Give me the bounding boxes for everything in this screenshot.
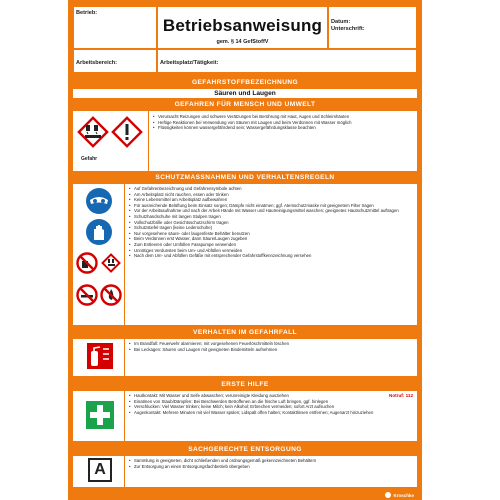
- section-heading-substance: GEFAHRSTOFFBEZEICHNUNG: [73, 78, 417, 88]
- protection-icons: [73, 184, 125, 325]
- first-aid-text: [129, 393, 383, 415]
- section-heading-disposal: SACHGERECHTE ENTSORGUNG: [73, 445, 417, 455]
- first-aid-icons: [73, 391, 125, 441]
- disposal-text: [129, 458, 413, 469]
- list-item: • Für ausreichende Belüftung beim Einsatz sorgen; Dämpfe nicht einatmen; ggf. Atemschutzmaske mit geeignetem Filter tragen: [129, 203, 413, 209]
- hazard-icons: [73, 111, 149, 171]
- list-item: • Zur Entsorgung an einen Entsorgungsfachbetrieb übergeben: [129, 464, 413, 470]
- list-item: • Keine Lebensmittel am Arbeitsplatz aufbewahren: [129, 197, 413, 203]
- first-aid-cross-icon: [86, 401, 114, 429]
- section-heading-protection: SCHUTZMASSNAHMEN UND VERHALTENSREGELN: [73, 173, 417, 183]
- hazards-section: [73, 111, 417, 171]
- list-item: • Am Arbeitsplatz nicht rauchen, essen oder trinken: [129, 192, 413, 198]
- emergency-section: [73, 339, 417, 376]
- betrieb-cell: [73, 6, 157, 49]
- corrosive-pictogram-icon: [76, 115, 110, 149]
- list-item: • Bei Leckagen: Säuren und Laugen mit geeigneten Bindemitteln aufnehmen: [129, 347, 413, 353]
- hazards-text: [153, 114, 413, 131]
- exclamation-pictogram-icon: [110, 115, 144, 149]
- page-title: Betriebsanweisung: [162, 16, 323, 35]
- brand-name: Kroschke: [393, 492, 414, 498]
- protection-section: [73, 184, 417, 325]
- list-item: • Flüssigkeiten können wassergefährdend sein; Wassergefährdungsklasse beachten: [153, 125, 413, 131]
- substance-name: Säuren und Laugen: [73, 89, 417, 98]
- corrosive-small-icon: [100, 252, 122, 274]
- disposal-section: [73, 456, 417, 487]
- signal-word: Gefahr: [81, 156, 98, 162]
- arbeitsplatz-cell: [157, 49, 417, 73]
- emergency-number: Notruf: 112: [389, 393, 413, 398]
- list-item: • Heftige Reaktionen bei Verwendung von Säuren mit Laugen und beim Verdünnen mit Wasser möglich: [153, 120, 413, 126]
- list-item: • Schutzhandschuhe mit langen Stulpen tragen: [129, 214, 413, 220]
- betrieb-label: Betrieb:: [76, 10, 98, 16]
- protection-text: [129, 186, 413, 259]
- list-item: • Augenkontakt: Mehrere Minuten mit viel Wasser spülen; Lidspalt offen halten; Kontaktlinsen entfernen; Augenarzt hinzuziehen: [129, 410, 383, 416]
- eye-protection-icon: [85, 187, 113, 215]
- list-item: • Auf Gefahrenbezeichnung und Gefahrensymbole achten: [129, 186, 413, 192]
- hand-protection-icon: [85, 218, 113, 246]
- title-cell: [157, 6, 328, 49]
- list-item: • Nach dem Um- und Abfüllen Gefäße mit entsprechender Gefahrstoffkennzeichnung versehen: [129, 253, 413, 259]
- list-item: • Verschlucken: Viel Wasser trinken; keine Milch; kein Alkohol; Erbrechen vermeiden; sofort Arzt aufsuchen: [129, 404, 383, 410]
- arbeitsbereich-cell: [73, 49, 157, 73]
- emergency-icons: [73, 339, 125, 376]
- list-item: • Beim Verdünnen erst Wasser, dann Säure/Laugen zugeben: [129, 236, 413, 242]
- first-aid-section: [73, 391, 417, 441]
- list-item: • Verursacht Reizungen und schwere Verätzungen bei Berührung mit Haut, Augen und Schleimhäuten: [153, 114, 413, 120]
- section-heading-hazards: GEFAHREN FÜR MENSCH UND UMWELT: [73, 100, 417, 110]
- list-item: • Vor der Arbeitsaufnahme und nach der Arbeit Hände mit Wasser und Hautreinigungsmittel waschen; geeignetes Hautschutzmittel auftragen: [129, 208, 413, 214]
- fire-extinguisher-icon: [87, 343, 113, 369]
- list-item: • Zum Entleeren oder Umfüllen Fasspumpe verwenden: [129, 242, 413, 248]
- list-item: • Vollschutzbrille oder Gesichtsschutzschirm tragen: [129, 220, 413, 226]
- arbeitsplatz-label: Arbeitsplatz/Tätigkeit:: [160, 60, 219, 66]
- header-block: [73, 6, 417, 73]
- disposal-icons: [73, 456, 125, 487]
- no-smoking-icon: [76, 284, 98, 306]
- list-item: • Schutzstiefel tragen (keine Lederschuhe): [129, 225, 413, 231]
- brand-logo: [385, 492, 414, 498]
- list-item: • Unnötiges Verdunsten beim Um- und Abfüllen vermeiden: [129, 248, 413, 254]
- emergency-text: [129, 341, 413, 352]
- list-item: • Im Brandfall: Feuerwehr alarmieren; mit vorgesehenen Feuerlöschmitteln löschen: [129, 341, 413, 347]
- waste-sign-icon: A: [88, 458, 112, 482]
- section-heading-emergency: VERHALTEN IM GEFAHRFALL: [73, 328, 417, 338]
- brand-mark-icon: [385, 492, 391, 498]
- no-open-flame-icon: [100, 284, 122, 306]
- no-eating-icon: [76, 252, 98, 274]
- list-item: • Hautkontakt: Mit Wasser und Seife abwaschen; verunreinigte Kleidung ausziehen: [129, 393, 383, 399]
- unterschrift-label: Unterschrift:: [331, 26, 365, 32]
- operating-instructions-sheet: [68, 0, 422, 500]
- list-item: • Nur vorgesehene säure- oder laugenfeste Behälter benutzen: [129, 231, 413, 237]
- page-subtitle: gem. § 14 GefStoffV: [216, 39, 269, 45]
- list-item: • Sammlung in geeigneten, dicht schließenden und ordnungsgemäß gekennzeichneten Behältern: [129, 458, 413, 464]
- section-heading-first-aid: ERSTE HILFE: [73, 380, 417, 390]
- date-signature-cell: [328, 6, 417, 49]
- datum-label: Datum:: [331, 19, 351, 25]
- arbeitsbereich-label: Arbeitsbereich:: [76, 60, 118, 66]
- list-item: • Einatmen von Staub/Dämpfen: Bei Beschwerden Betroffenen an die frische Luft bringen, ggf. hinlegen: [129, 399, 383, 405]
